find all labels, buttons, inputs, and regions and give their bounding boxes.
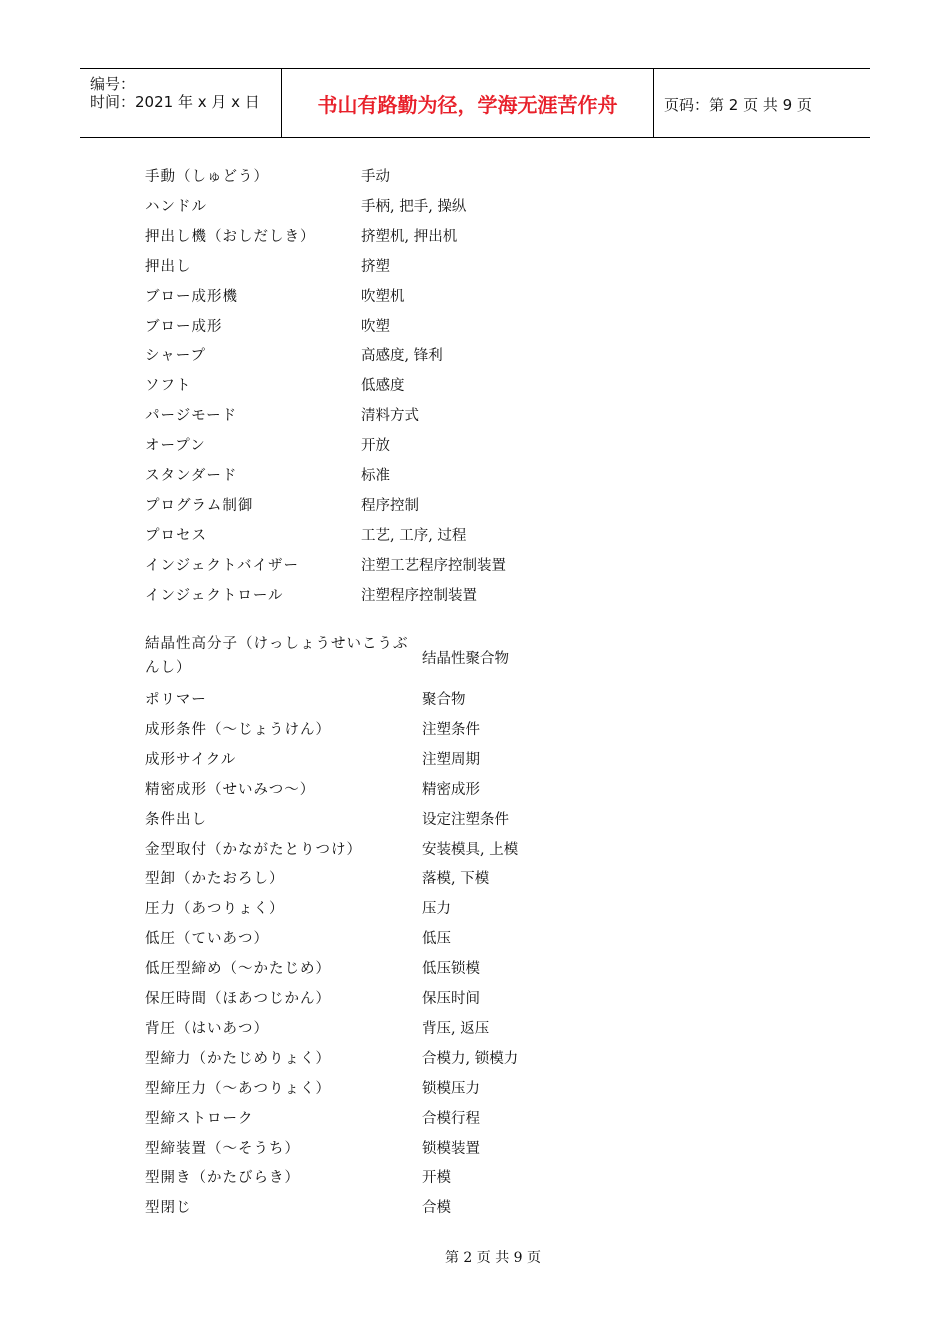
term-chinese: 低压锁模 <box>422 961 480 977</box>
term-japanese: 条件出し <box>145 812 207 828</box>
glossary-row <box>0 1194 950 1218</box>
term-japanese: 背圧（はいあつ） <box>145 1021 269 1037</box>
term-japanese: ブロー成形 <box>145 319 223 335</box>
term-japanese: ポリマー <box>145 692 207 708</box>
term-chinese: 合模力, 锁模力 <box>422 1051 519 1067</box>
term-chinese: 工艺, 工序, 过程 <box>361 528 467 544</box>
term-japanese: 型締圧力（～あつりょく） <box>145 1081 331 1097</box>
term-japanese: 型締ストローク <box>145 1111 254 1127</box>
glossary-row <box>0 1135 950 1159</box>
header-motto: 书山有路勤为径，学海无涯苦作舟 <box>282 69 654 137</box>
term-chinese: 挤塑 <box>361 259 390 275</box>
term-chinese: 锁模装置 <box>422 1141 480 1157</box>
glossary-row <box>0 895 950 919</box>
term-chinese: 清料方式 <box>361 408 419 424</box>
term-chinese: 安装模具, 上模 <box>422 842 519 858</box>
term-chinese: 标准 <box>361 468 390 484</box>
glossary-row <box>0 402 950 426</box>
term-japanese: 成形条件（～じょうけん） <box>145 722 331 738</box>
term-japanese: インジェクトロール <box>145 588 284 604</box>
term-japanese: オープン <box>145 438 206 454</box>
term-japanese: 低圧型締め（～かたじめ） <box>145 961 331 977</box>
term-chinese: 高感度, 锋利 <box>361 348 443 364</box>
glossary-row <box>0 432 950 456</box>
term-chinese: 落模, 下模 <box>422 871 490 887</box>
glossary-row <box>0 985 950 1009</box>
glossary-row <box>0 372 950 396</box>
glossary-row <box>0 925 950 949</box>
glossary-row <box>0 746 950 770</box>
term-chinese: 注塑程序控制装置 <box>361 588 477 604</box>
number-label: 编号： <box>90 75 136 93</box>
glossary-row <box>0 1164 950 1188</box>
glossary-row <box>0 313 950 337</box>
term-japanese: 成形サイクル <box>145 752 237 768</box>
glossary-row <box>0 836 950 860</box>
term-japanese: ハンドル <box>145 199 207 215</box>
glossary-row <box>0 955 950 979</box>
glossary-row <box>0 342 950 366</box>
term-chinese: 挤塑机, 押出机 <box>361 229 458 245</box>
term-chinese: 开放 <box>361 438 390 454</box>
term-chinese: 程序控制 <box>361 498 419 514</box>
term-chinese: 合模行程 <box>422 1111 480 1127</box>
glossary-row <box>0 163 950 187</box>
term-chinese: 合模 <box>422 1200 451 1216</box>
glossary-row <box>0 1075 950 1099</box>
term-chinese: 保压时间 <box>422 991 480 1007</box>
term-chinese: 开模 <box>422 1170 451 1186</box>
header-page-info: 页码：第 2 页 共 9 页 <box>664 96 812 114</box>
term-chinese: 锁模压力 <box>422 1081 480 1097</box>
term-japanese: 型閉じ <box>145 1200 192 1216</box>
glossary-row <box>0 1105 950 1129</box>
glossary-row <box>0 716 950 740</box>
term-japanese: ソフト <box>145 378 192 394</box>
term-chinese: 吹塑机 <box>361 289 405 305</box>
term-japanese: インジェクトバイザー <box>145 558 300 574</box>
term-chinese: 结晶性聚合物 <box>422 651 509 667</box>
term-japanese: 結晶性高分子（けっしょうせいこうぶんし） <box>145 636 409 676</box>
term-japanese: 金型取付（かながたとりつけ） <box>145 842 362 858</box>
term-chinese: 聚合物 <box>422 692 466 708</box>
glossary-row <box>0 1015 950 1039</box>
term-japanese: 低圧（ていあつ） <box>145 931 269 947</box>
term-japanese: 型卸（かたおろし） <box>145 871 285 887</box>
glossary-row <box>0 776 950 800</box>
term-chinese: 手动 <box>361 169 390 185</box>
glossary-row <box>0 283 950 307</box>
term-japanese: 型締装置（～そうち） <box>145 1141 300 1157</box>
glossary-row <box>0 1045 950 1069</box>
term-japanese: プログラム制御 <box>145 498 254 514</box>
glossary-row <box>0 492 950 516</box>
term-japanese: 押出し <box>145 259 192 275</box>
term-japanese: 圧力（あつりょく） <box>145 901 285 917</box>
term-japanese: シャープ <box>145 348 206 364</box>
term-chinese: 低感度 <box>361 378 405 394</box>
glossary-row <box>0 552 950 576</box>
glossary-row <box>0 193 950 217</box>
term-japanese: ブロー成形機 <box>145 289 238 305</box>
term-japanese: 型開き（かたびらき） <box>145 1170 300 1186</box>
page-header <box>80 68 870 138</box>
term-japanese: パージモード <box>145 408 238 424</box>
glossary-row <box>0 806 950 830</box>
glossary-row <box>0 253 950 277</box>
glossary-row <box>0 223 950 247</box>
term-japanese: 型締力（かたじめりょく） <box>145 1051 331 1067</box>
term-chinese: 注塑周期 <box>422 752 480 768</box>
term-japanese: 保圧時間（ほあつじかん） <box>145 991 331 1007</box>
term-chinese: 压力 <box>422 901 451 917</box>
term-chinese: 背压, 返压 <box>422 1021 490 1037</box>
term-chinese: 低压 <box>422 931 451 947</box>
term-chinese: 手柄, 把手, 操纵 <box>361 199 467 215</box>
term-japanese: 手動（しゅどう） <box>145 169 269 185</box>
term-japanese: スタンダード <box>145 468 238 484</box>
term-chinese: 注塑条件 <box>422 722 480 738</box>
term-chinese: 设定注塑条件 <box>422 812 509 828</box>
header-meta-cell <box>80 69 282 137</box>
glossary-row <box>0 686 950 710</box>
page-footer: 第 2 页 共 9 页 <box>444 1250 542 1266</box>
term-chinese: 精密成形 <box>422 782 480 798</box>
time-label: 时间：2021 年 x 月 x 日 <box>90 93 260 111</box>
term-japanese: プロセス <box>145 528 207 544</box>
term-chinese: 吹塑 <box>361 319 390 335</box>
glossary-row <box>0 582 950 606</box>
term-chinese: 注塑工艺程序控制装置 <box>361 558 506 574</box>
glossary-row <box>0 522 950 546</box>
glossary-row <box>0 865 950 889</box>
glossary-row <box>0 462 950 486</box>
term-japanese: 精密成形（せいみつ～） <box>145 782 316 798</box>
term-japanese: 押出し機（おしだしき） <box>145 229 316 245</box>
